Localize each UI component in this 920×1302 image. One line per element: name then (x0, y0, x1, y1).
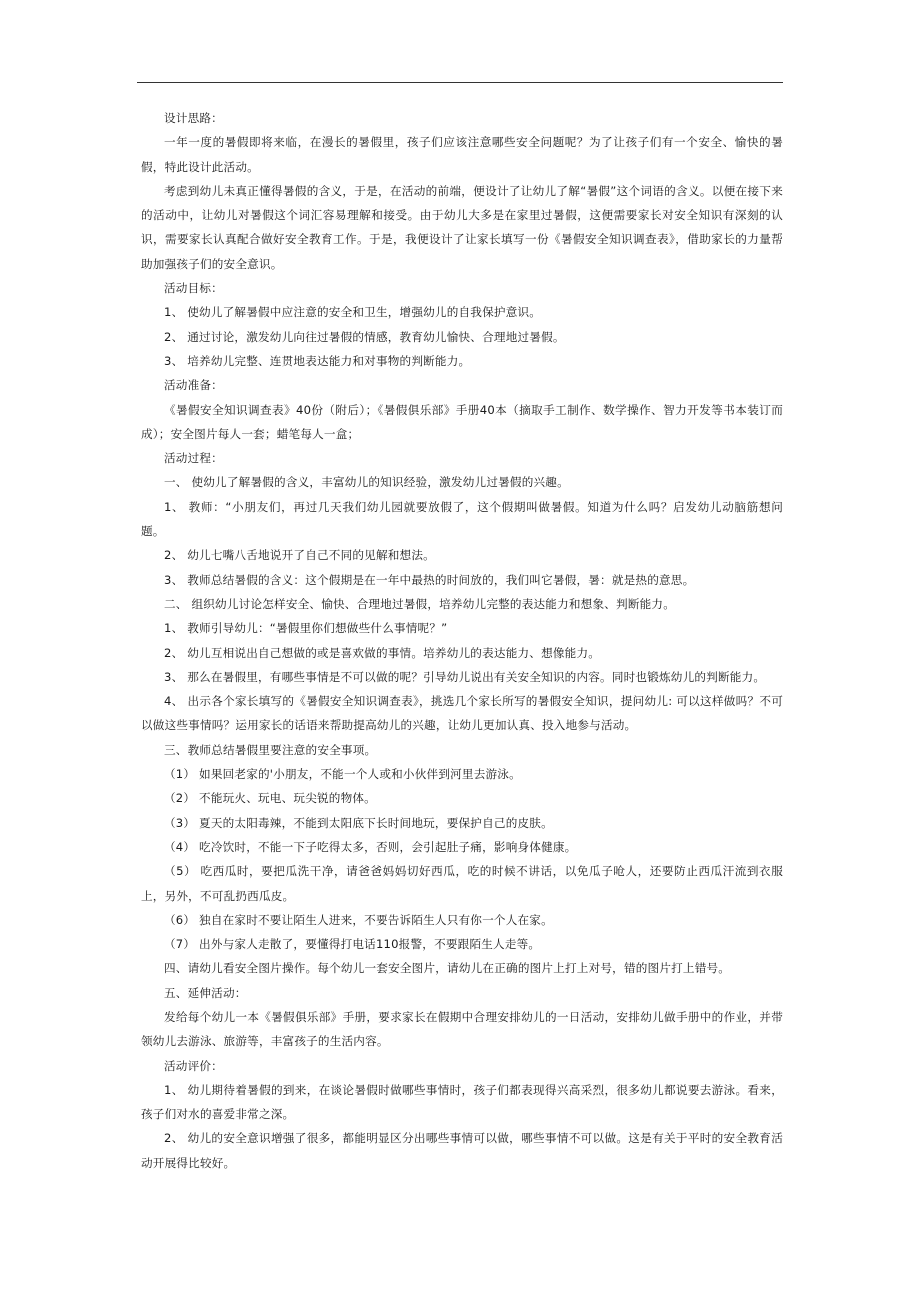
paragraph-preparation: 《暑假安全知识调查表》40份（附后）；《暑假俱乐部》手册40本（摘取手工制作、数学操作、智力开发等书本装订而成）；安全图片每人一套；蜡笔每人一盒； (141, 402, 783, 441)
evaluation-item-1: 1、 幼儿期待着暑假的到来，在谈论暑假时做哪些事情时，孩子们都表现得兴高采烈，很多幼儿都说要去游泳。看来，孩子们对水的喜爱非常之深。 (141, 1082, 783, 1122)
goal-item-2: 2、 通过讨论，激发幼儿向往过暑假的情感，教育幼儿愉快、合理地过暑假。 (164, 329, 565, 344)
paragraph-intro: 一年一度的暑假即将来临，在漫长的暑假里，孩子们应该注意哪些安全问题呢？为了让孩子们有一个安全、愉快的暑假，特此设计此活动。 (141, 135, 783, 174)
safety-item-6: （6） 独自在家时不要让陌生人进来，不要告诉陌生人只有你一个人在家。 (164, 912, 553, 927)
safety-item-1: （1） 如果回老家的'小朋友，不能一个人或和小伙伴到河里去游泳。 (164, 767, 521, 782)
paragraph-rationale: 考虑到幼儿未真正懂得暑假的含义，于是，在活动的前端，便设计了让幼儿了解“暑假”这个词语的含义。以便在接下来的活动中，让幼儿对暑假这个词汇容易理解和接受。由于幼儿大多是在家里过暑假，这便需要家长对安全知识有深刻的认识，需要家长认真配合做好安全教育工作。于是，我便设计了让家长填写一份《暑假安全知识调查表》，借助家长的力量帮助加强孩子们的安全意识。 (141, 183, 783, 271)
safety-item-3: （3） 夏天的太阳毒辣，不能到太阳底下长时间地玩，要保护自己的皮肤。 (164, 815, 553, 830)
process-step-5-heading: 五、延伸活动： (164, 985, 247, 1000)
process-step-2-item-2: 2、 幼儿互相说出自己想做的或是喜欢做的事情。培养幼儿的表达能力、想像能力。 (164, 645, 601, 660)
process-step-1-item-2: 2、 幼儿七嘴八舌地说开了自己不同的见解和想法。 (164, 548, 435, 563)
safety-item-2: （2） 不能玩火、玩电、玩尖锐的物体。 (164, 791, 376, 806)
section-heading-preparation: 活动准备： (164, 378, 223, 393)
section-heading-design-idea: 设计思路： (164, 111, 223, 125)
document-body (141, 106, 783, 1175)
safety-item-7: （7） 出外与家人走散了，要懂得打电话110报警，不要跟陌生人走等。 (164, 937, 541, 952)
process-step-2-heading: 二、 组织幼儿讨论怎样安全、愉快、合理地过暑假，培养幼儿完整的表达能力和想象、判断能力。 (164, 596, 676, 611)
process-step-1-item-3: 3、 教师总结暑假的含义：这个假期是在一年中最热的时间放的，我们叫它暑假，暑：就是热的意思。 (164, 572, 695, 587)
section-heading-evaluation: 活动评价： (164, 1058, 223, 1073)
goal-item-1: 1、 使幼儿了解暑假中应注意的安全和卫生，增强幼儿的自我保护意识。 (164, 305, 542, 320)
evaluation-item-2: 2、 幼儿的安全意识增强了很多，都能明显区分出哪些事情可以做，哪些事情不可以做。这是有关于平时的安全教育活动开展得比较好。 (141, 1131, 783, 1170)
header-rule (137, 82, 783, 83)
process-step-2-item-1: 1、 教师引导幼儿：“暑假里你们想做些什么事情呢？” (164, 621, 448, 636)
process-step-3-heading: 三、教师总结暑假里要注意的安全事项。 (164, 742, 377, 757)
process-step-2-item-4: 4、 出示各个家长填写的《暑假安全知识调查表》，挑选几个家长所写的暑假安全知识，提问幼儿: 可以这样做吗？不可以做这些事情吗？运用家长的话语来帮助提高幼儿的兴趣，让幼儿更加认真、投入地参与活动。 (141, 694, 783, 733)
paragraph-extension: 发给每个幼儿一本《暑假俱乐部》手册，要求家长在假期中合理安排幼儿的一日活动，安排幼儿做手册中的作业，并带领幼儿去游泳、旅游等，丰富孩子的生活内容。 (141, 1009, 783, 1049)
safety-item-5: （5） 吃西瓜时，要把瓜洗干净，请爸爸妈妈切好西瓜，吃的时候不讲话，以免瓜子呛人，还要防止西瓜汗流到衣服上，另外，不可乱扔西瓜皮。 (141, 864, 783, 903)
goal-item-3: 3、 培养幼儿完整、连贯地表达能力和对事物的判断能力。 (164, 353, 471, 368)
section-heading-goals: 活动目标： (164, 281, 223, 296)
safety-item-4: （4） 吃冷饮时，不能一下子吃得太多，否则，会引起肚子痛，影响身体健康。 (164, 839, 577, 854)
process-step-2-item-3: 3、 那么在暑假里，有哪些事情是不可以做的呢？引导幼儿说出有关安全知识的内容。同时也锻炼幼儿的判断能力。 (164, 669, 766, 684)
process-step-4: 四、请幼儿看安全图片操作。每个幼儿一套安全图片，请幼儿在正确的图片上打上对号，错的图片打上错号。 (164, 961, 731, 976)
process-step-1-item-1: 1、 教师：“小朋友们，再过几天我们幼儿园就要放假了，这个假期叫做暑假。知道为什么吗？启发幼儿动脑筋想问题。 (141, 499, 783, 539)
process-step-1-heading: 一、 使幼儿了解暑假的含义，丰富幼儿的知识经验，激发幼儿过暑假的兴趣。 (164, 475, 569, 490)
section-heading-process: 活动过程： (164, 451, 223, 466)
